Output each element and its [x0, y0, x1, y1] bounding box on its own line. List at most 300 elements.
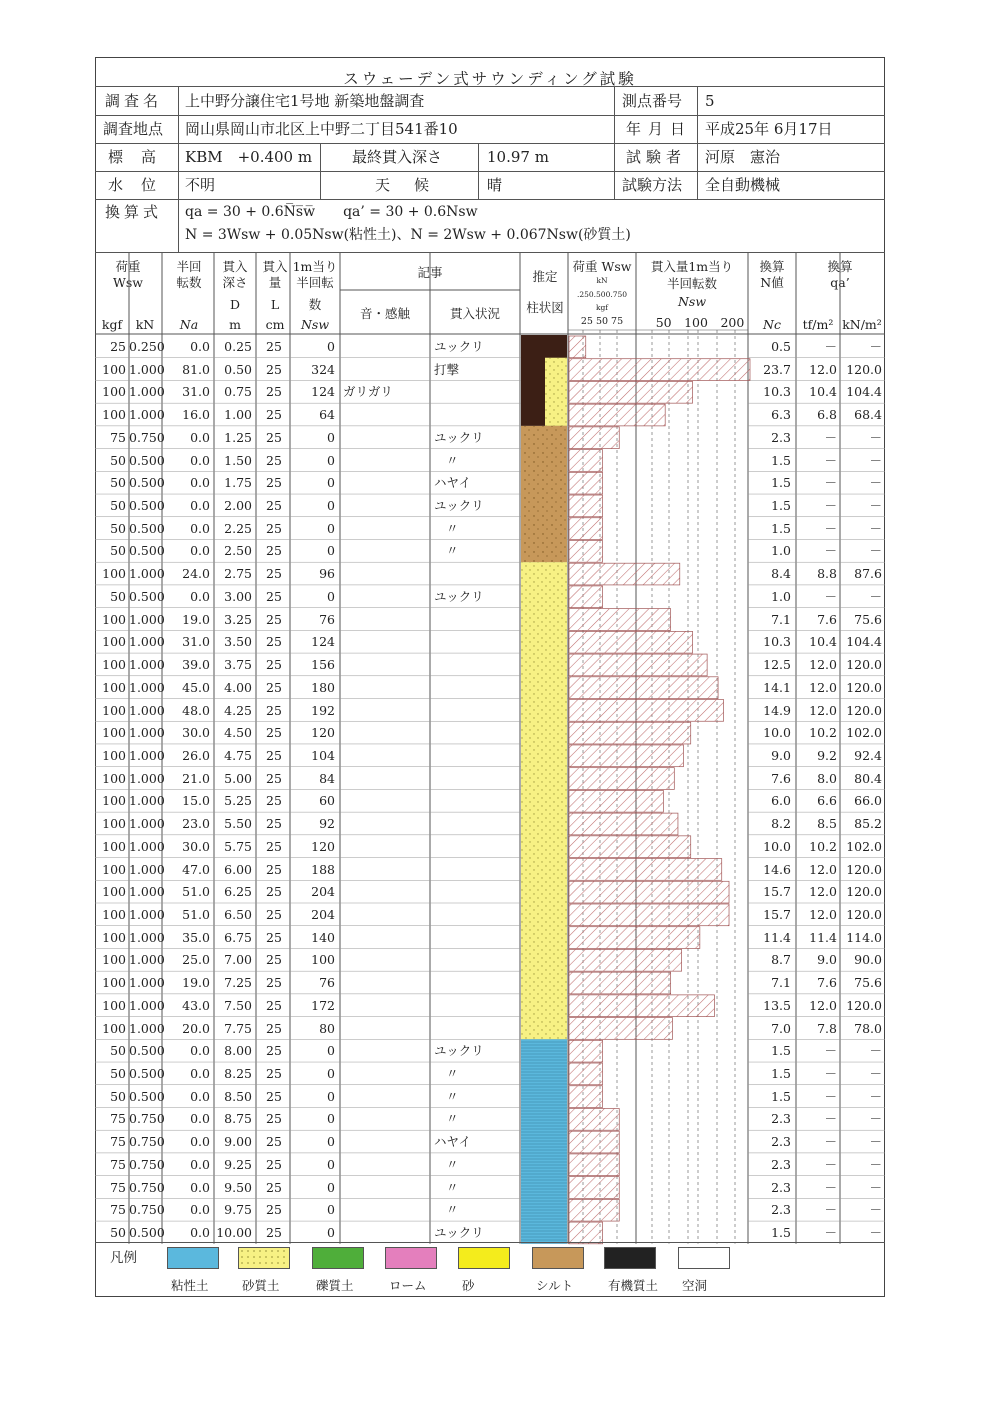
cell-nc: 2.3 [771, 1134, 791, 1150]
method-label: 試験方法 [622, 176, 683, 194]
final-depth: 10.97 m [487, 148, 549, 166]
cell-nsw: 0 [327, 475, 335, 491]
cell-d: 6.50 [224, 907, 252, 922]
cell-tf: 10.4 [809, 634, 837, 650]
cell-na: 39.0 [182, 657, 210, 673]
cell-knm: 120.0 [846, 657, 882, 673]
cell-nc: 8.2 [771, 816, 791, 832]
cell-knm: － [869, 1043, 882, 1059]
cell-tf: 8.8 [817, 566, 837, 582]
cell-nsw: 0 [327, 1179, 335, 1195]
cell-nc: 10.0 [763, 725, 791, 741]
legend-swatch-clay [167, 1247, 219, 1269]
cell-na: 81.0 [182, 361, 210, 377]
cell-nc: 15.7 [763, 907, 791, 922]
legend-label-void: 空洞 [682, 1278, 708, 1293]
nsw-bar [569, 609, 671, 631]
nsw-graph-header-3: Nsw [677, 294, 707, 309]
load-graph-scale: .250.500.750 [576, 290, 628, 299]
cell-kgf: 100 [102, 770, 126, 786]
cell-tf: － [824, 475, 837, 491]
cell-kgf: 100 [102, 384, 126, 400]
cell-na: 48.0 [182, 702, 210, 718]
legend-label-loam: ローム [389, 1278, 427, 1293]
cell-nc: 2.3 [771, 1179, 791, 1195]
cell-state: 〃 [446, 1088, 459, 1104]
cell-nsw: 120 [311, 725, 335, 741]
cell-tf: － [824, 339, 837, 354]
cell-l: 25 [266, 1111, 282, 1127]
cell-knm: 85.2 [854, 816, 882, 832]
cell-nc: 7.0 [771, 1020, 791, 1036]
stratum-texture [521, 426, 567, 562]
unit-knm: kN/m² [842, 317, 882, 332]
cell-nsw: 84 [319, 770, 335, 786]
cell-na: 30.0 [182, 838, 210, 854]
cell-l: 25 [266, 929, 282, 945]
cell-nsw: 64 [319, 407, 335, 423]
cell-na: 0.0 [190, 452, 210, 468]
nsw-bar [569, 1177, 619, 1199]
formula-n: N = 3Wsw + 0.05Nsw(粘性土)、N = 2Wsw + 0.067Nsw(砂質土) [185, 227, 631, 243]
cell-d: 2.50 [224, 543, 252, 559]
cell-state: ハヤイ [434, 1134, 472, 1150]
cell-l: 25 [266, 997, 282, 1013]
cell-kn: 1.000 [129, 1020, 165, 1036]
cell-kn: 0.500 [129, 520, 165, 536]
cell-kgf: 100 [102, 1020, 126, 1036]
cell-d: 7.50 [224, 997, 252, 1013]
cell-knm: 92.4 [854, 747, 882, 763]
cell-nsw: 80 [319, 1020, 335, 1036]
cell-na: 0.0 [190, 588, 210, 604]
cell-tf: － [824, 1225, 837, 1241]
load-sub-header: Wsw [113, 274, 143, 290]
cell-nsw: 92 [319, 816, 335, 832]
cell-d: 8.75 [224, 1111, 252, 1127]
cell-tf: 7.6 [817, 611, 837, 627]
cell-kn: 1.000 [129, 861, 165, 877]
cell-kgf: 75 [110, 1111, 126, 1127]
cell-knm: － [869, 1156, 882, 1172]
cell-nc: 7.1 [771, 611, 791, 627]
formula-qa: qa = 30 + 0.6N̅s̅w̅ qa’ = 30 + 0.6Nsw [185, 204, 478, 220]
pen-depth-header-2: 深さ [222, 274, 248, 290]
cell-l: 25 [266, 1066, 282, 1082]
cell-tf: － [824, 452, 837, 468]
cell-nc: 6.3 [771, 407, 791, 423]
cell-l: 25 [266, 679, 282, 695]
legend-swatch-void [678, 1247, 730, 1269]
cell-nc: 7.6 [771, 770, 791, 786]
pen-state-header: 貫入状況 [449, 306, 500, 321]
cell-d: 5.75 [224, 838, 252, 854]
cell-kn: 1.000 [129, 702, 165, 718]
cell-na: 26.0 [182, 747, 210, 763]
point-no: 5 [705, 92, 715, 110]
cell-nc: 0.5 [771, 339, 791, 354]
cell-tf: － [824, 498, 837, 514]
cell-na: 0.0 [190, 1043, 210, 1059]
cell-nsw: 0 [327, 1111, 335, 1127]
cell-knm: － [869, 588, 882, 604]
cell-d: 5.50 [224, 816, 252, 832]
cell-l: 25 [266, 520, 282, 536]
legend-swatch-loam [385, 1247, 437, 1269]
cell-l: 25 [266, 747, 282, 763]
location-label: 調査地点 [103, 120, 164, 138]
load-graph-header: 荷重 Wsw [572, 259, 632, 274]
cell-kn: 0.500 [129, 1066, 165, 1082]
cell-kn: 1.000 [129, 657, 165, 673]
cell-nsw: 120 [311, 838, 335, 854]
final-depth-label: 最終貫入深さ [352, 148, 443, 166]
cell-kgf: 100 [102, 611, 126, 627]
nsw-bar [569, 768, 674, 790]
cell-nsw: 0 [327, 543, 335, 559]
nsw-bar [569, 722, 691, 744]
cell-kn: 1.000 [129, 407, 165, 423]
nsw-bar [569, 586, 603, 608]
cell-nc: 10.0 [763, 838, 791, 854]
point-no-label: 測点番号 [622, 92, 683, 110]
cell-d: 0.75 [224, 384, 252, 400]
cell-kgf: 75 [110, 429, 126, 445]
pen-depth-header: 貫入 [222, 259, 248, 274]
cell-kn: 1.000 [129, 747, 165, 763]
cell-state: 〃 [446, 452, 459, 468]
cell-state: 〃 [446, 1111, 459, 1127]
stratum-texture [545, 358, 567, 426]
cell-kn: 1.000 [129, 611, 165, 627]
cell-nc: 11.4 [763, 929, 791, 945]
cell-kn: 0.500 [129, 1043, 165, 1059]
cell-kn: 0.500 [129, 498, 165, 514]
nsw-bar [569, 1018, 672, 1040]
cell-l: 25 [266, 838, 282, 854]
cell-nc: 8.7 [771, 952, 791, 968]
cell-knm: 78.0 [854, 1020, 882, 1036]
cell-kgf: 100 [102, 679, 126, 695]
cell-d: 8.25 [224, 1066, 252, 1082]
legend-swatch-sandy [238, 1247, 290, 1269]
location: 岡山県岡山市北区上中野二丁目541番10 [185, 120, 458, 138]
cell-d: 1.50 [224, 452, 252, 468]
method: 全自動機械 [705, 176, 781, 194]
cell-kn: 1.000 [129, 770, 165, 786]
unit-tf: tf/m² [802, 317, 834, 332]
cell-l: 25 [266, 884, 282, 900]
cell-d: 4.75 [224, 747, 252, 763]
cell-l: 25 [266, 907, 282, 922]
cell-kn: 1.000 [129, 907, 165, 922]
cell-tf: 8.0 [817, 770, 837, 786]
cell-kn: 0.750 [129, 1179, 165, 1195]
cell-nc: 1.5 [771, 498, 791, 514]
cell-kgf: 100 [102, 838, 126, 854]
unit-kgf: kgf [101, 317, 123, 332]
cell-kgf: 100 [102, 407, 126, 423]
legend-swatch-sand [458, 1247, 510, 1269]
cell-nsw: 180 [311, 679, 335, 695]
cell-nsw: 0 [327, 1202, 335, 1218]
cell-l: 25 [266, 498, 282, 514]
cell-na: 0.0 [190, 1156, 210, 1172]
cell-knm: － [869, 429, 882, 445]
cell-knm: 114.0 [846, 929, 882, 945]
cell-nsw: 104 [311, 747, 335, 763]
cell-nc: 2.3 [771, 1156, 791, 1172]
stratum-texture [521, 562, 567, 1039]
tester: 河原 憲治 [705, 148, 781, 166]
cell-l: 25 [266, 407, 282, 423]
cell-na: 0.0 [190, 1088, 210, 1104]
cell-l: 25 [266, 702, 282, 718]
legend-swatch-organic [604, 1247, 656, 1269]
cell-tf: 10.2 [809, 838, 837, 854]
nsw-bar [569, 836, 691, 858]
cell-tf: － [824, 429, 837, 445]
cell-d: 10.00 [216, 1225, 252, 1241]
cell-tf: 12.0 [809, 997, 837, 1013]
cell-kgf: 100 [102, 725, 126, 741]
cell-d: 6.25 [224, 884, 252, 900]
cell-kgf: 75 [110, 1179, 126, 1195]
cell-knm: 75.6 [854, 611, 882, 627]
formula-label: 換算式 [105, 203, 163, 221]
cell-l: 25 [266, 1043, 282, 1059]
cell-sound: ガリガリ [343, 384, 393, 400]
cell-nc: 1.5 [771, 1043, 791, 1059]
cell-na: 0.0 [190, 520, 210, 536]
cell-d: 7.25 [224, 975, 252, 991]
nsw-bar [569, 1131, 619, 1153]
cell-nsw: 0 [327, 1156, 335, 1172]
cell-state: ユックリ [434, 339, 484, 354]
nsw-bar [569, 1040, 603, 1062]
unit-d: D [229, 297, 241, 312]
nsw-bar [569, 1063, 603, 1085]
cell-nsw: 0 [327, 1088, 335, 1104]
nsw-bar [569, 495, 603, 517]
cell-kgf: 100 [102, 816, 126, 832]
tester-label: 試験者 [626, 148, 687, 166]
cell-state: ユックリ [434, 1043, 484, 1059]
cell-tf: 10.2 [809, 725, 837, 741]
cell-na: 16.0 [182, 407, 210, 423]
cell-na: 0.0 [190, 1202, 210, 1218]
cell-kn: 0.750 [129, 1134, 165, 1150]
cell-na: 31.0 [182, 384, 210, 400]
pen-len-header: 貫入 [262, 259, 288, 274]
cell-kn: 1.000 [129, 566, 165, 582]
cell-nsw: 156 [311, 657, 335, 673]
cell-kn: 1.000 [129, 929, 165, 945]
cell-kgf: 50 [110, 1225, 126, 1241]
cell-knm: － [869, 520, 882, 536]
cell-kgf: 100 [102, 929, 126, 945]
cell-l: 25 [266, 1134, 282, 1150]
cell-tf: 12.0 [809, 861, 837, 877]
cell-l: 25 [266, 793, 282, 809]
cell-kgf: 100 [102, 702, 126, 718]
cell-kgf: 25 [110, 339, 126, 354]
nsw-bar [569, 1086, 603, 1108]
cell-state: ハヤイ [434, 475, 472, 491]
nsw-header-2: 半回転 [296, 274, 334, 290]
nsw-bar [569, 677, 718, 699]
cell-na: 0.0 [190, 498, 210, 514]
cell-state: 〃 [446, 1202, 459, 1218]
cell-knm: － [869, 1225, 882, 1241]
load-graph-kn: kN [596, 276, 608, 285]
nsw-bar [569, 381, 693, 403]
cell-tf: － [824, 588, 837, 604]
cell-tf: 6.8 [817, 407, 837, 423]
cell-d: 1.25 [224, 429, 252, 445]
cell-kgf: 50 [110, 452, 126, 468]
date-label: 年月日 [626, 120, 693, 138]
cell-l: 25 [266, 725, 282, 741]
cell-kn: 1.000 [129, 884, 165, 900]
cell-d: 3.50 [224, 634, 252, 650]
cell-kgf: 50 [110, 520, 126, 536]
cell-knm: － [869, 1111, 882, 1127]
cell-knm: 120.0 [846, 361, 882, 377]
nsw-bar [569, 904, 729, 926]
cell-nsw: 96 [319, 566, 335, 582]
cell-d: 9.25 [224, 1156, 252, 1172]
cell-nsw: 0 [327, 1134, 335, 1150]
cell-knm: 80.4 [854, 770, 882, 786]
cell-nsw: 0 [327, 429, 335, 445]
half-rot-header-2: 転数 [176, 274, 202, 290]
cell-tf: 11.4 [809, 929, 837, 945]
nsw-bar [569, 563, 680, 585]
nsw-header: 1m当り [292, 259, 338, 274]
cell-nsw: 0 [327, 1043, 335, 1059]
cell-l: 25 [266, 361, 282, 377]
cell-nc: 10.3 [763, 384, 791, 400]
unit-nc: Nc [763, 317, 781, 332]
weather: 晴 [487, 176, 503, 194]
cell-state: 〃 [446, 1066, 459, 1082]
nsw-bar [569, 427, 619, 449]
cell-d: 5.00 [224, 770, 252, 786]
cell-tf: － [824, 1066, 837, 1082]
cell-na: 23.0 [182, 816, 210, 832]
legend-label-organic: 有機質土 [608, 1278, 659, 1293]
cell-kn: 1.000 [129, 793, 165, 809]
cell-kgf: 75 [110, 1156, 126, 1172]
cell-tf: － [824, 1043, 837, 1059]
cell-l: 25 [266, 1202, 282, 1218]
cell-na: 0.0 [190, 429, 210, 445]
nsw-bar [569, 1222, 603, 1244]
nsw-bar [569, 813, 678, 835]
cell-state: ユックリ [434, 498, 484, 514]
water-label: 水位 [108, 176, 175, 194]
cell-kn: 1.000 [129, 725, 165, 741]
cell-nsw: 188 [311, 861, 335, 877]
cell-tf: － [824, 543, 837, 559]
cell-d: 5.25 [224, 793, 252, 809]
cell-l: 25 [266, 861, 282, 877]
cell-kgf: 100 [102, 975, 126, 991]
cell-kgf: 75 [110, 1202, 126, 1218]
qa-header: 換算 [827, 259, 853, 274]
legend-title: 凡例 [110, 1250, 137, 1266]
cell-knm: 75.6 [854, 975, 882, 991]
nsw-bar [569, 359, 750, 381]
cell-na: 0.0 [190, 1111, 210, 1127]
cell-na: 25.0 [182, 952, 210, 968]
cell-tf: 8.5 [817, 816, 837, 832]
cell-d: 7.00 [224, 952, 252, 968]
nsw-bar [569, 654, 707, 676]
cell-kn: 0.250 [129, 339, 165, 354]
cell-d: 1.75 [224, 475, 252, 491]
cell-d: 2.75 [224, 566, 252, 582]
cell-nc: 14.1 [763, 679, 791, 695]
cell-kn: 1.000 [129, 997, 165, 1013]
cell-nc: 8.4 [771, 566, 791, 582]
cell-kn: 1.000 [129, 361, 165, 377]
nsw-graph-ticks: 50 100 200 [655, 315, 745, 330]
cell-tf: 12.0 [809, 361, 837, 377]
nsw-bar [569, 450, 603, 472]
cell-knm: 68.4 [854, 407, 882, 423]
cell-state: 〃 [446, 543, 459, 559]
cell-tf: 12.0 [809, 657, 837, 673]
cell-kgf: 50 [110, 1066, 126, 1082]
cell-kn: 0.750 [129, 429, 165, 445]
cell-kn: 0.500 [129, 475, 165, 491]
cell-kgf: 100 [102, 997, 126, 1013]
cell-nc: 23.7 [763, 361, 791, 377]
cell-l: 25 [266, 566, 282, 582]
cell-na: 0.0 [190, 1179, 210, 1195]
cell-knm: － [869, 1202, 882, 1218]
cell-state: ユックリ [434, 429, 484, 445]
cell-d: 0.50 [224, 361, 252, 377]
cell-na: 0.0 [190, 1134, 210, 1150]
cell-na: 0.0 [190, 1066, 210, 1082]
nsw-bar [569, 859, 722, 881]
water: 不明 [185, 176, 216, 194]
cell-na: 20.0 [182, 1020, 210, 1036]
weather-label: 天候 [375, 176, 454, 194]
cell-kn: 1.000 [129, 975, 165, 991]
cell-l: 25 [266, 1020, 282, 1036]
cell-na: 43.0 [182, 997, 210, 1013]
cell-tf: 12.0 [809, 907, 837, 922]
cell-kn: 0.500 [129, 1225, 165, 1241]
nsw-bar [569, 336, 586, 358]
cell-kn: 1.000 [129, 384, 165, 400]
column-header: 推定 [532, 269, 558, 284]
cell-l: 25 [266, 543, 282, 559]
unit-suu: 数 [308, 297, 322, 312]
cell-na: 0.0 [190, 339, 210, 354]
qa-header-2: qa’ [830, 274, 850, 290]
cell-d: 0.25 [224, 339, 252, 354]
cell-d: 7.75 [224, 1020, 252, 1036]
cell-tf: 9.2 [817, 747, 837, 763]
cell-kn: 0.500 [129, 1088, 165, 1104]
cell-l: 25 [266, 1225, 282, 1241]
legend-label-gravel: 礫質土 [316, 1278, 354, 1293]
